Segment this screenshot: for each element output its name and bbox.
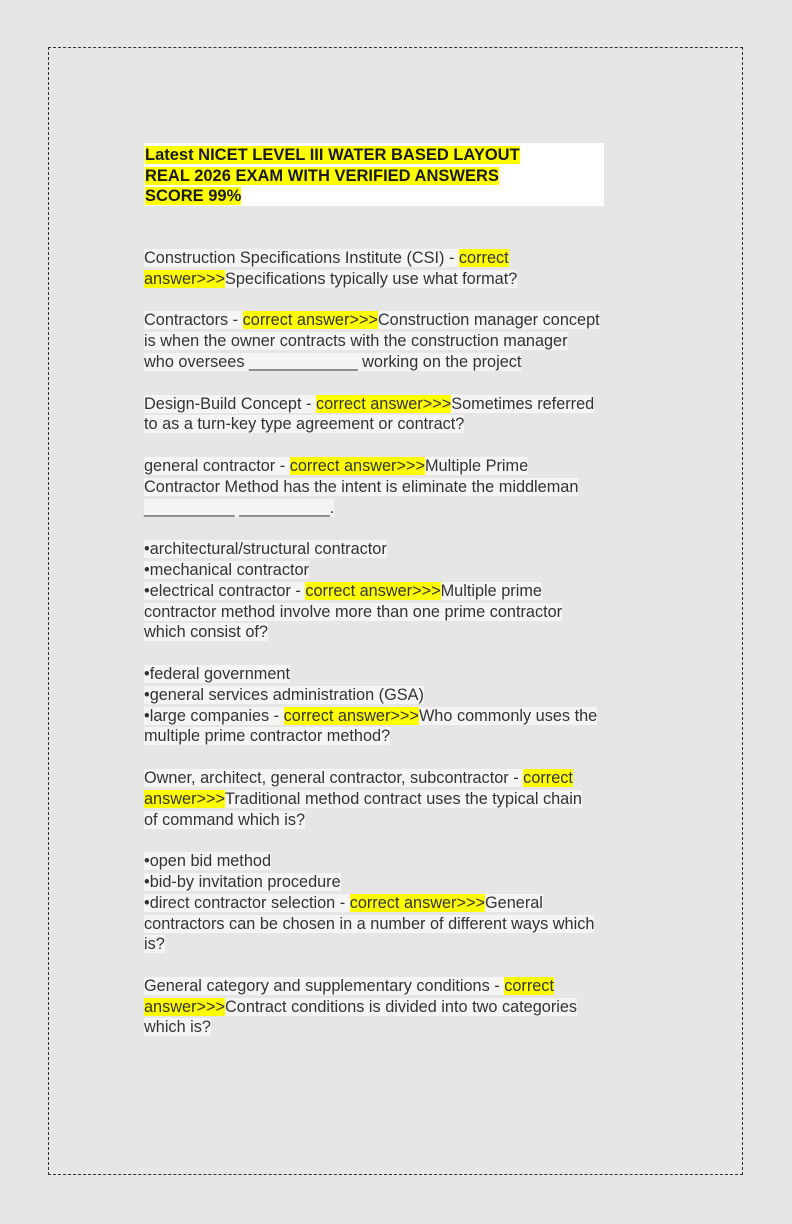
qa-line	[144, 602, 664, 623]
qa-text: contractor method involve more than one prime contractor	[144, 602, 563, 621]
qa-line	[144, 622, 664, 643]
qa-line	[144, 706, 664, 727]
title-line: REAL 2026 EXAM WITH VERIFIED ANSWERS	[145, 166, 499, 185]
qa-text: Contract conditions is divided into two categories	[225, 997, 578, 1016]
qa-line	[144, 269, 664, 290]
qa-line	[144, 664, 664, 685]
qa-text: •electrical contractor -	[144, 581, 306, 600]
answer-marker: answer>>>	[144, 269, 226, 288]
qa-text: •open bid method	[144, 852, 271, 871]
qa-text: General category and supplementary conditions -	[144, 976, 505, 995]
qa-line	[144, 352, 664, 373]
qa-item	[144, 976, 664, 1038]
qa-text: •federal government	[144, 664, 290, 683]
qa-line	[144, 685, 664, 706]
qa-text: Multiple Prime	[425, 456, 529, 475]
qa-text: is?	[144, 935, 165, 954]
qa-text: General	[484, 893, 543, 912]
qa-line	[144, 394, 664, 415]
qa-text: Traditional method contract uses the typical chain	[225, 789, 582, 808]
qa-text: contractors can be chosen in a number of different ways which	[144, 914, 595, 933]
answer-marker: correct	[504, 976, 554, 995]
qa-line	[144, 934, 664, 955]
qa-text: multiple prime contractor method?	[144, 727, 391, 746]
qa-line	[144, 768, 664, 789]
qa-text: Construction Specifications Institute (CSI) -	[144, 249, 459, 267]
qa-text: which consist of?	[144, 623, 268, 642]
title-line: SCORE 99%	[145, 187, 242, 205]
qa-line	[144, 851, 664, 872]
qa-text: Specifications typically use what format?	[225, 269, 518, 288]
qa-line	[144, 893, 664, 914]
title-line: Latest NICET LEVEL III WATER BASED LAYOUT	[145, 146, 520, 164]
qa-item	[144, 248, 664, 290]
qa-text: Multiple prime	[440, 581, 542, 600]
qa-item	[144, 456, 664, 518]
answer-marker: answer>>>	[144, 789, 226, 808]
answer-marker: correct answer>>>	[289, 456, 425, 475]
qa-line	[144, 310, 664, 331]
answer-marker: correct answer>>>	[315, 394, 452, 413]
qa-line	[144, 914, 664, 935]
qa-text: Construction manager concept	[377, 311, 600, 330]
answer-marker: correct	[458, 249, 509, 267]
qa-text: to as a turn-key type agreement or contract?	[144, 415, 465, 434]
qa-text: Contractors -	[144, 311, 243, 330]
qa-text: •bid-by invitation procedure	[144, 872, 341, 891]
answer-marker: correct answer>>>	[305, 581, 441, 600]
qa-line	[144, 872, 664, 893]
qa-text: •large companies -	[144, 706, 284, 725]
qa-text: __________ __________.	[144, 498, 335, 517]
qa-text: Design-Build Concept -	[144, 394, 316, 413]
document-title	[145, 145, 520, 207]
qa-line	[144, 498, 664, 519]
qa-text: who oversees ____________ working on the project	[144, 352, 522, 371]
qa-item	[144, 851, 664, 955]
answer-marker: answer>>>	[144, 997, 226, 1016]
qa-text: •architectural/structural contractor	[144, 540, 387, 559]
qa-list	[144, 248, 664, 1059]
qa-text: Contractor Method has the intent is eliminate the middleman	[144, 477, 579, 496]
qa-text: Sometimes referred	[451, 394, 595, 413]
qa-item	[144, 539, 664, 643]
qa-line	[144, 1017, 664, 1038]
qa-line	[144, 997, 664, 1018]
answer-marker: correct answer>>>	[349, 893, 485, 912]
qa-item	[144, 664, 664, 747]
qa-line	[144, 248, 664, 269]
qa-line	[144, 560, 664, 581]
qa-item	[144, 310, 664, 372]
qa-line	[144, 414, 664, 435]
qa-text: •general services administration (GSA)	[144, 685, 424, 704]
qa-line	[144, 789, 664, 810]
qa-text: •direct contractor selection -	[144, 893, 350, 912]
qa-text: Who commonly uses the	[418, 706, 598, 725]
qa-line	[144, 581, 664, 602]
qa-text: is when the owner contracts with the construction manager	[144, 332, 568, 351]
qa-line	[144, 456, 664, 477]
qa-text: •mechanical contractor	[144, 560, 309, 579]
qa-text: general contractor -	[144, 456, 290, 475]
qa-line	[144, 976, 664, 997]
qa-line	[144, 539, 664, 560]
qa-line	[144, 331, 664, 352]
qa-item	[144, 394, 664, 436]
qa-text: Owner, architect, general contractor, subcontractor -	[144, 768, 524, 787]
qa-text: of command which is?	[144, 810, 306, 829]
answer-marker: correct answer>>>	[242, 311, 378, 330]
qa-item	[144, 768, 664, 830]
qa-line	[144, 477, 664, 498]
qa-line	[144, 810, 664, 831]
qa-text: which is?	[144, 1018, 211, 1037]
qa-line	[144, 726, 664, 747]
answer-marker: correct	[523, 768, 573, 787]
answer-marker: correct answer>>>	[283, 706, 419, 725]
